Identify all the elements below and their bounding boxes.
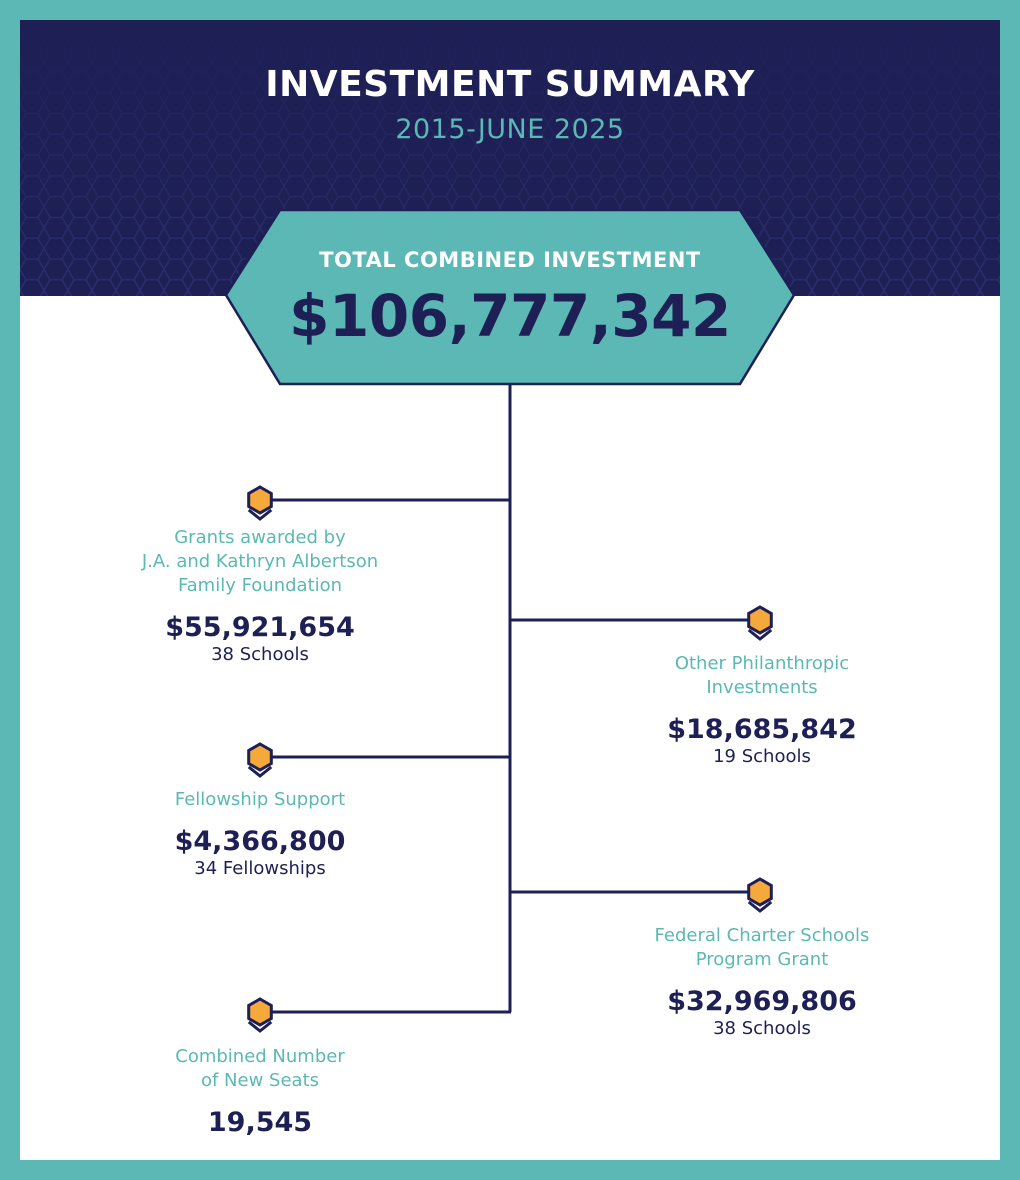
hexagon-icon	[249, 999, 272, 1025]
node-sublabel: 38 Schools	[211, 644, 309, 665]
node-hexagon-icon	[749, 607, 772, 639]
node-new-seats	[110, 1045, 410, 1139]
node-label: Fellowship Support	[174, 789, 346, 810]
hexagon-icon	[249, 744, 272, 770]
node-amount: 19,545	[207, 1107, 313, 1138]
node-hexagon-icon	[249, 487, 272, 519]
node-fellowship	[110, 788, 410, 880]
hexagon-icon	[749, 879, 772, 905]
node-hexagon-icon	[249, 744, 272, 776]
node-label: Federal Charter Schools Program Grant	[654, 925, 870, 970]
node-federal-charter	[612, 924, 912, 1040]
node-label: Other Philanthropic Investments	[674, 653, 850, 698]
total-investment-label: TOTAL COMBINED INVESTMENT	[319, 248, 701, 272]
node-sublabel: 38 Schools	[713, 1018, 811, 1039]
node-grants	[110, 526, 410, 666]
page-title: INVESTMENT SUMMARY	[265, 64, 755, 105]
node-hexagon-icon	[749, 879, 772, 911]
node-amount: $4,366,800	[174, 826, 346, 857]
node-amount: $18,685,842	[667, 714, 857, 745]
hexagon-icon	[749, 607, 772, 633]
total-investment-value: $106,777,342	[289, 282, 731, 350]
node-label: Combined Number of New Seats	[175, 1046, 345, 1091]
page-subtitle: 2015-JUNE 2025	[395, 114, 625, 145]
node-amount: $55,921,654	[165, 612, 355, 643]
node-sublabel: 19 Schools	[713, 746, 811, 767]
node-sublabel: 34 Fellowships	[194, 858, 326, 879]
node-other-philanthropic	[612, 652, 912, 768]
hexagon-icon	[249, 487, 272, 513]
infographic-frame	[20, 20, 1000, 1160]
node-amount: $32,969,806	[667, 986, 857, 1017]
node-hexagon-icon	[249, 999, 272, 1031]
node-label: Grants awarded by J.A. and Kathryn Albertson Family Foundation	[141, 527, 379, 596]
